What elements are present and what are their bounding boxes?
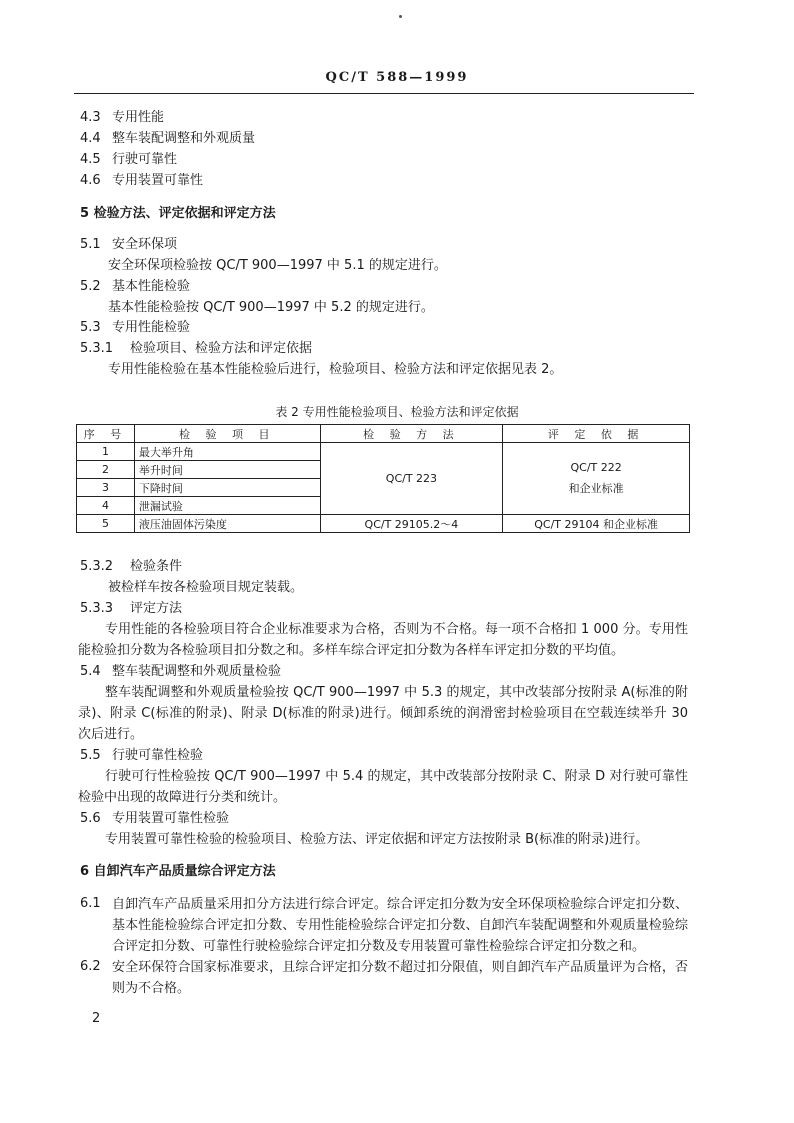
merged-basis-cell bbox=[503, 443, 690, 515]
row-item: 液压油固体污染度 bbox=[134, 515, 320, 533]
header-rule bbox=[74, 93, 694, 94]
table-caption: 表 2 专用性能检验项目、检验方法和评定依据 bbox=[275, 405, 519, 419]
item-number: 4.4 bbox=[80, 131, 101, 146]
section-5-3-3-text: 专用性能的各检验项目符合企业标准要求为合格，否则为不合格。每一项不合格扣 1 000 分。专用性能检验扣分数为各检验项目扣分数之和。多样车综合评定扣分数为各样车评定扣分数的平均值。 bbox=[78, 622, 688, 658]
item-4-3 bbox=[80, 110, 164, 126]
table-header-row bbox=[77, 425, 690, 443]
section-5-4-text: 整车装配调整和外观质量检验按 QC/T 900—1997 中 5.3 的规定，其中改装部分按附录 A(标准的附录)、附录 C(标准的附录)、附录 D(标准的附录)进行。倾卸系统的润滑密封检验项目在空载连续举升 30 次后进行。 bbox=[78, 685, 688, 742]
section-5-3-1-text: 专用性能检验在基本性能检验后进行，检验项目、检验方法和评定依据见表 2。 bbox=[108, 362, 563, 377]
merged-method-cell: QC/T 223 bbox=[320, 443, 503, 515]
section-6-heading: 6 自卸汽车产品质量综合评定方法 bbox=[80, 864, 276, 879]
merged-basis-line2: 和企业标准 bbox=[568, 482, 624, 495]
row-no: 4 bbox=[77, 497, 135, 515]
merged-basis-line1: QC/T 222 bbox=[570, 461, 622, 474]
scan-dot bbox=[399, 15, 402, 18]
page-number: 2 bbox=[92, 1011, 101, 1026]
row-no: 3 bbox=[77, 479, 135, 497]
section-5-5-text: 行驶可行性检验按 QC/T 900—1997 中 5.4 的规定，其中改装部分按附录 C、附录 D 对行驶可靠性检验中出现的故障进行分类和统计。 bbox=[78, 769, 688, 805]
section-5-3-title: 5.3 专用性能检验 bbox=[80, 320, 191, 335]
section-5-2-text: 基本性能检验按 QC/T 900—1997 中 5.2 的规定进行。 bbox=[108, 300, 434, 315]
item-label: 整车装配调整和外观质量 bbox=[112, 131, 256, 146]
row-method: QC/T 29105.2～4 bbox=[320, 515, 503, 533]
row-no: 5 bbox=[77, 515, 135, 533]
row-no: 1 bbox=[77, 443, 135, 461]
section-5-3-2-text: 被检样车按各检验项目规定装载。 bbox=[108, 580, 304, 595]
item-number: 4.3 bbox=[80, 110, 101, 125]
standard-code-header: QC/T 588—1999 bbox=[325, 70, 469, 85]
section-5-3-2-title: 5.3.2 检验条件 bbox=[80, 559, 183, 574]
table-row bbox=[77, 515, 690, 533]
item-number: 4.6 bbox=[80, 173, 101, 188]
item-4-5 bbox=[80, 152, 177, 168]
item-label: 专用性能 bbox=[112, 110, 165, 125]
table-row bbox=[77, 443, 690, 461]
section-5-3-1-title: 5.3.1 检验项目、检验方法和评定依据 bbox=[80, 341, 313, 356]
section-6-1-text: 自卸汽车产品质量采用扣分方法进行综合评定。综合评定扣分数为安全环保项检验综合评定扣分数、基本性能检验综合评定扣分数、专用性能检验综合评定扣分数、自卸汽车装配调整和外观质量检验综合评定扣分数、可靠性行驶检验综合评定扣分数及专用装置可靠性检验综合评定扣分数之和。 bbox=[112, 897, 688, 954]
header-basis: 评 定 依 据 bbox=[503, 425, 690, 443]
section-6-2-num: 6.2 bbox=[80, 959, 101, 974]
section-5-5-title: 5.5 行驶可靠性检验 bbox=[80, 748, 204, 763]
row-item: 下降时间 bbox=[134, 479, 320, 497]
inspection-table bbox=[76, 424, 690, 533]
header-method: 检 验 方 法 bbox=[320, 425, 503, 443]
item-number: 4.5 bbox=[80, 152, 101, 167]
section-6-1-num: 6.1 bbox=[80, 896, 101, 911]
section-5-1-title: 5.1 安全环保项 bbox=[80, 237, 178, 252]
row-no: 2 bbox=[77, 461, 135, 479]
section-5-2-title: 5.2 基本性能检验 bbox=[80, 279, 191, 294]
item-label: 行驶可靠性 bbox=[112, 152, 178, 167]
section-5-heading: 5 检验方法、评定依据和评定方法 bbox=[80, 206, 276, 221]
header-item: 检 验 项 目 bbox=[134, 425, 320, 443]
section-5-6-title: 5.6 专用装置可靠性检验 bbox=[80, 811, 230, 826]
row-item: 泄漏试验 bbox=[134, 497, 320, 515]
section-5-1-text: 安全环保项检验按 QC/T 900—1997 中 5.1 的规定进行。 bbox=[108, 258, 447, 273]
row-item: 最大举升角 bbox=[134, 443, 320, 461]
item-4-6 bbox=[80, 173, 203, 189]
section-5-6-text: 专用装置可靠性检验的检验项目、检验方法、评定依据和评定方法按附录 B(标准的附录)进行。 bbox=[105, 832, 649, 847]
header-no: 序 号 bbox=[77, 425, 135, 443]
row-item: 举升时间 bbox=[134, 461, 320, 479]
item-4-4 bbox=[80, 131, 255, 147]
section-5-3-3-title: 5.3.3 评定方法 bbox=[80, 601, 183, 616]
section-6-2-text: 安全环保符合国家标准要求，且综合评定扣分数不超过扣分限值，则自卸汽车产品质量评为合格，否则为不合格。 bbox=[112, 960, 688, 996]
row-basis: QC/T 29104 和企业标准 bbox=[503, 515, 690, 533]
section-5-4-title: 5.4 整车装配调整和外观质量检验 bbox=[80, 664, 282, 679]
item-label: 专用装置可靠性 bbox=[112, 173, 204, 188]
